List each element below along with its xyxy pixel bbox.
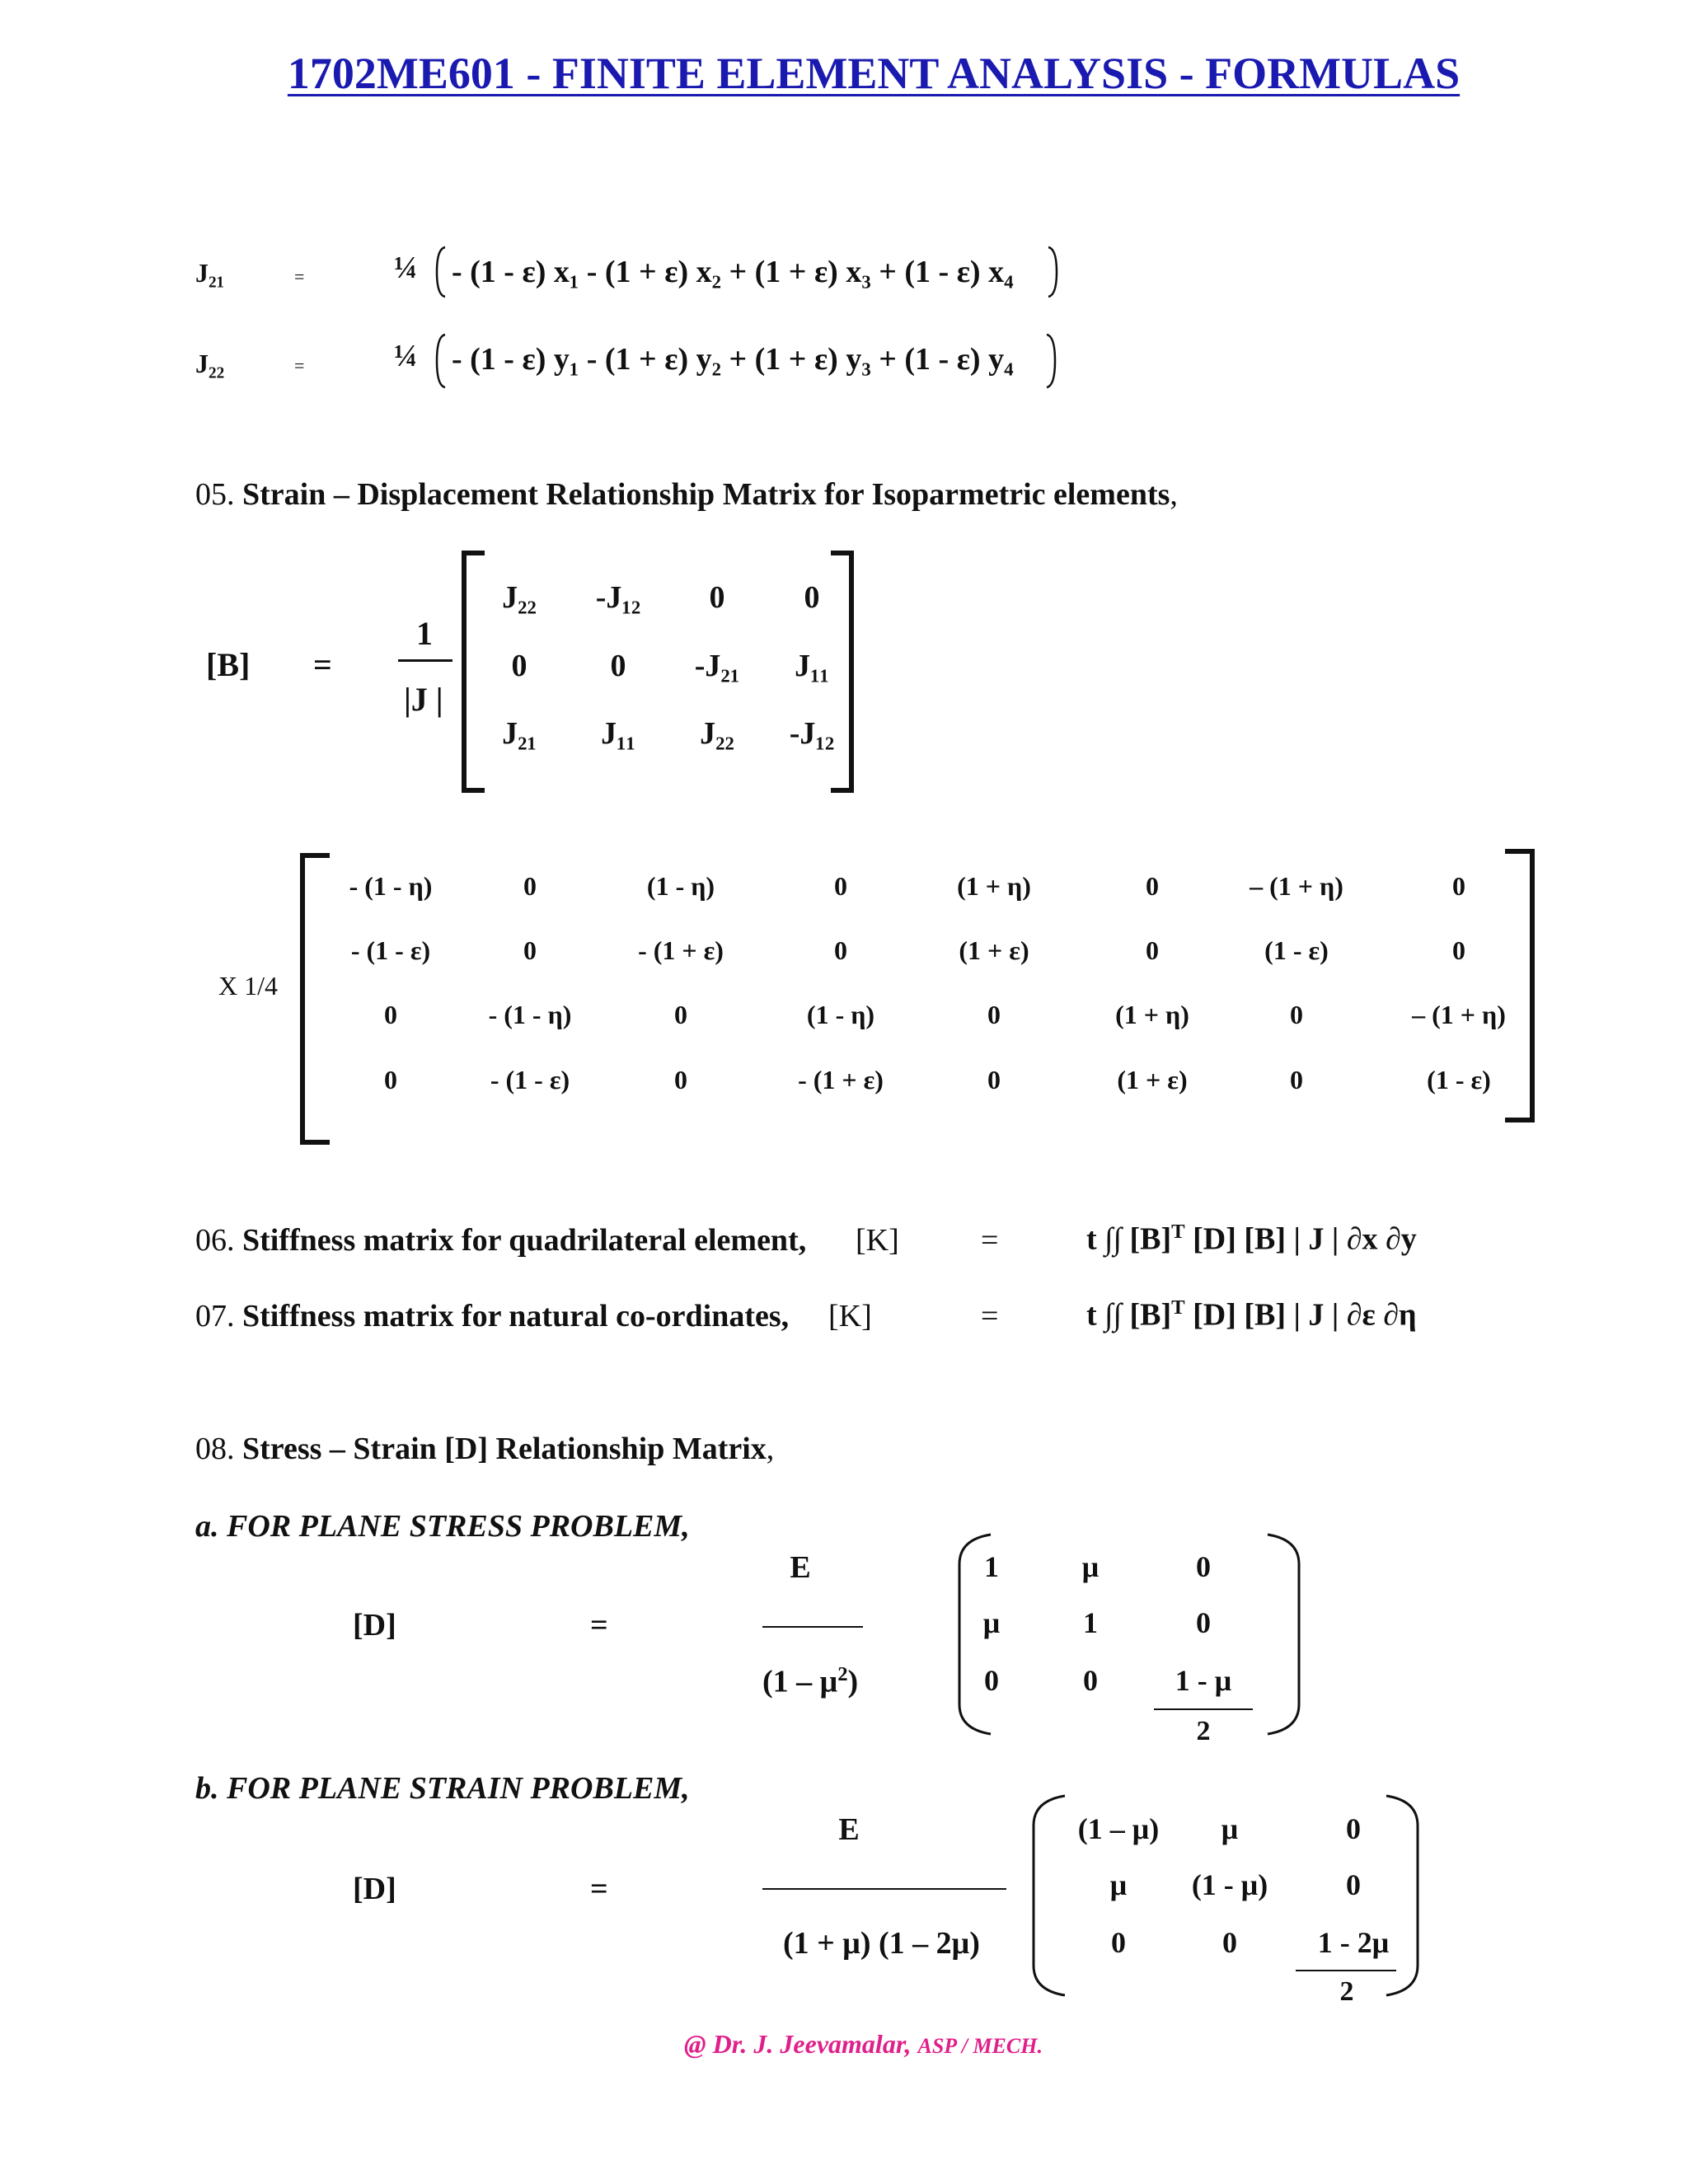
plane-stress-den-a: (1 – μ [762, 1664, 838, 1699]
plane-stress-matrix-cell-r2-c3: 0 [1196, 1606, 1211, 1639]
plane-stress-matrix-cell-r3-c2: 0 [1083, 1664, 1098, 1697]
j21-label: J₂₁ [195, 258, 225, 288]
n-matrix-cell-r2-c5: (1 + ε) [959, 935, 1029, 965]
plane-stress-inner-den: 2 [1196, 1716, 1211, 1746]
plane-strain-matrix-cell-r1-c1: (1 – μ) [1077, 1812, 1160, 1845]
b-matrix-equals: = [313, 646, 332, 683]
plane-strain-matrix-cell-r3-c1: 0 [1111, 1926, 1126, 1959]
j-matrix-cell-r1-c4: 0 [804, 580, 820, 615]
plane-strain-numerator: E [838, 1812, 860, 1847]
plane-strain-label: b. FOR PLANE STRAIN PROBLEM, [195, 1771, 690, 1806]
plane-stress-den-b: ) [847, 1664, 859, 1699]
plane-stress-matrix-cell-r3-c1: 0 [984, 1664, 999, 1697]
n-matrix-cell-r4-c5: 0 [987, 1065, 1001, 1094]
n-matrix-cell-r4-c1: 0 [384, 1065, 397, 1094]
j21-right-bracket [1045, 246, 1060, 298]
section-06-equals: = [981, 1223, 999, 1258]
plane-strain-matrix-cell-r2-c2: (1 - μ) [1191, 1868, 1268, 1901]
n-matrix-cell-r3-c2: - (1 - η) [488, 1000, 572, 1029]
plane-stress-right-paren [1263, 1531, 1304, 1737]
section-07-lhs: [K] [828, 1299, 872, 1333]
section-07-heading [195, 1298, 789, 1334]
plane-strain-matrix-cell-r2-c1: μ [1109, 1868, 1128, 1901]
n-matrix-cell-r1-c3: (1 - η) [646, 871, 715, 901]
section-05-title: Strain – Displacement Relationship Matrix for Isoparmetric elements [242, 477, 1170, 512]
j-matrix-cell-r3-c2: J₁₁ [601, 716, 635, 751]
j-matrix-cell-r2-c4: J₁₁ [795, 649, 829, 683]
n-matrix-left-bracket [300, 853, 330, 1145]
n-matrix-cell-r4-c3: 0 [674, 1065, 687, 1094]
section-06-lhs: [K] [856, 1223, 899, 1258]
n-matrix-cell-r4-c8: (1 - ε) [1427, 1065, 1491, 1094]
j-matrix-left-bracket [462, 551, 485, 793]
plane-stress-denominator [762, 1663, 858, 1700]
section-05-tail: , [1170, 477, 1178, 512]
plane-stress-matrix-cell-r1-c2: μ [1081, 1550, 1100, 1583]
plane-strain-matrix-cell-r1-c2: μ [1221, 1812, 1239, 1845]
section-06-title: Stiffness matrix for quadrilateral element, [242, 1223, 807, 1258]
section-07-equals: = [981, 1299, 999, 1333]
plane-stress-matrix-cell-r3-c3: 1 - μ [1175, 1664, 1232, 1697]
n-matrix-cell-r3-c3: 0 [674, 1000, 687, 1029]
j22-expression: - (1 - ε) y₁ - (1 + ε) y₂ + (1 + ε) y₃ + (1 - ε) y₄ [452, 342, 1014, 377]
plane-strain-lhs: [D] [353, 1872, 396, 1906]
n-matrix-cell-r3-c4: (1 - η) [806, 1000, 875, 1029]
n-matrix-cell-r2-c1: - (1 - ε) [350, 935, 431, 965]
section-06-rhs-b: [D] [B] | J | ∂x ∂y [1184, 1221, 1417, 1257]
section-07-number: 07. [195, 1299, 235, 1333]
inv-det-fraction-bar [398, 659, 452, 662]
plane-strain-inner-den: 2 [1339, 1976, 1354, 2007]
plane-stress-label: a. FOR PLANE STRESS PROBLEM, [195, 1509, 690, 1544]
n-matrix-cell-r3-c8: – (1 + η) [1412, 1000, 1506, 1029]
section-08-heading [195, 1431, 774, 1467]
n-matrix-cell-r1-c2: 0 [523, 871, 537, 901]
quarter-multiplier: X 1/4 [218, 971, 278, 1001]
inv-det-denominator: |J | [404, 681, 443, 718]
plane-stress-matrix-cell-r1-c1: 1 [984, 1550, 999, 1583]
n-matrix-cell-r1-c7: – (1 + η) [1250, 871, 1343, 901]
n-matrix-cell-r4-c7: 0 [1290, 1065, 1303, 1094]
plane-strain-right-paren [1381, 1793, 1423, 1999]
plane-stress-equals: = [590, 1608, 608, 1643]
n-matrix-cell-r3-c7: 0 [1290, 1000, 1303, 1029]
j22-right-bracket [1043, 333, 1058, 389]
n-matrix-cell-r2-c6: 0 [1146, 935, 1159, 965]
author-name: @ Dr. J. Jeevamalar, [684, 2029, 912, 2059]
plane-stress-lhs: [D] [353, 1608, 396, 1643]
plane-strain-denominator: (1 + μ) (1 – 2μ) [783, 1926, 980, 1961]
plane-stress-numerator: E [790, 1550, 811, 1585]
j22-equals: = [294, 355, 305, 376]
j-matrix-right-bracket [831, 551, 854, 793]
n-matrix-cell-r1-c8: 0 [1452, 871, 1465, 901]
j-matrix-cell-r2-c2: 0 [610, 649, 626, 683]
plane-stress-matrix-cell-r2-c2: 1 [1083, 1606, 1098, 1639]
n-matrix-cell-r4-c4: - (1 + ε) [798, 1065, 884, 1094]
n-matrix-cell-r4-c6: (1 + ε) [1117, 1065, 1188, 1094]
j-matrix-cell-r1-c3: 0 [709, 580, 725, 615]
section-08-title: Stress – Strain [D] Relationship Matrix [242, 1432, 767, 1466]
n-matrix-right-bracket [1505, 849, 1535, 1122]
j-matrix-cell-r3-c3: J₂₂ [700, 716, 734, 751]
j-matrix-cell-r3-c4: -J₁₂ [789, 716, 835, 751]
j21-left-bracket [434, 246, 448, 298]
j21-expression: - (1 - ε) x₁ - (1 + ε) x₂ + (1 + ε) x₃ + (1 - ε) x₄ [452, 255, 1014, 289]
plane-stress-inner-bar [1154, 1708, 1253, 1710]
b-matrix-label: [B] [206, 646, 251, 683]
n-matrix-cell-r3-c5: 0 [987, 1000, 1001, 1029]
plane-stress-fraction-bar [762, 1626, 863, 1628]
plane-stress-matrix-cell-r1-c3: 0 [1196, 1550, 1211, 1583]
plane-strain-matrix-cell-r2-c3: 0 [1346, 1868, 1361, 1901]
n-matrix-cell-r3-c1: 0 [384, 1000, 397, 1029]
plane-strain-fraction-bar [762, 1888, 1006, 1890]
j21-equals: = [294, 266, 305, 287]
n-matrix-cell-r2-c4: 0 [834, 935, 847, 965]
plane-strain-matrix-cell-r3-c2: 0 [1222, 1926, 1237, 1959]
plane-strain-inner-bar [1296, 1970, 1396, 1971]
inv-det-numerator: 1 [416, 615, 433, 652]
n-matrix-cell-r1-c5: (1 + η) [957, 871, 1031, 901]
j-matrix-cell-r3-c1: J₂₁ [502, 716, 537, 751]
n-matrix-cell-r4-c2: - (1 - ε) [490, 1065, 570, 1094]
section-06-rhs-sup: T [1171, 1221, 1185, 1243]
author-credit [684, 2029, 1043, 2060]
section-06-rhs-a: t ∫∫ [B] [1086, 1221, 1172, 1257]
section-07-rhs-a: t ∫∫ [B] [1086, 1297, 1172, 1333]
j-matrix-cell-r2-c3: -J₂₁ [694, 649, 740, 683]
n-matrix-cell-r2-c7: (1 - ε) [1264, 935, 1329, 965]
n-matrix-cell-r2-c3: - (1 + ε) [638, 935, 724, 965]
section-06-rhs [1086, 1221, 1417, 1258]
j-matrix-cell-r1-c1: J₂₂ [502, 580, 537, 615]
n-matrix-cell-r2-c8: 0 [1452, 935, 1465, 965]
author-designation: ASP / MECH. [917, 2034, 1043, 2058]
page-title: 1702ME601 - FINITE ELEMENT ANALYSIS - FORMULAS [287, 49, 1461, 98]
j21-quarter: ¼ [394, 251, 418, 285]
plane-strain-equals: = [590, 1872, 608, 1906]
n-matrix-cell-r1-c1: - (1 - η) [349, 871, 433, 901]
n-matrix-cell-r1-c4: 0 [834, 871, 847, 901]
j22-label: J₂₂ [195, 349, 225, 378]
plane-stress-matrix-cell-r2-c1: μ [982, 1606, 1001, 1639]
section-07-rhs-b: [D] [B] | J | ∂ε ∂η [1184, 1297, 1417, 1333]
section-07-rhs [1086, 1296, 1417, 1333]
j-matrix-cell-r2-c1: 0 [511, 649, 528, 683]
section-05-number: 05. [195, 477, 235, 512]
plane-stress-den-sup: 2 [837, 1663, 848, 1685]
j22-quarter: ¼ [394, 339, 418, 373]
section-06-number: 06. [195, 1223, 235, 1258]
section-08-number: 08. [195, 1432, 235, 1466]
j-matrix-cell-r1-c2: -J₁₂ [595, 580, 641, 615]
section-08-tail: , [766, 1432, 775, 1466]
n-matrix-cell-r3-c6: (1 + η) [1115, 1000, 1189, 1029]
plane-strain-left-paren [1029, 1793, 1070, 1999]
section-05-heading [195, 476, 1178, 513]
section-06-heading [195, 1222, 806, 1258]
plane-strain-matrix-cell-r1-c3: 0 [1346, 1812, 1361, 1845]
section-07-title: Stiffness matrix for natural co-ordinates, [242, 1299, 790, 1333]
plane-strain-matrix-cell-r3-c3: 1 - 2μ [1317, 1926, 1390, 1959]
j22-left-bracket [434, 333, 448, 389]
n-matrix-cell-r2-c2: 0 [523, 935, 537, 965]
n-matrix-cell-r1-c6: 0 [1146, 871, 1159, 901]
section-07-rhs-sup: T [1171, 1296, 1185, 1319]
